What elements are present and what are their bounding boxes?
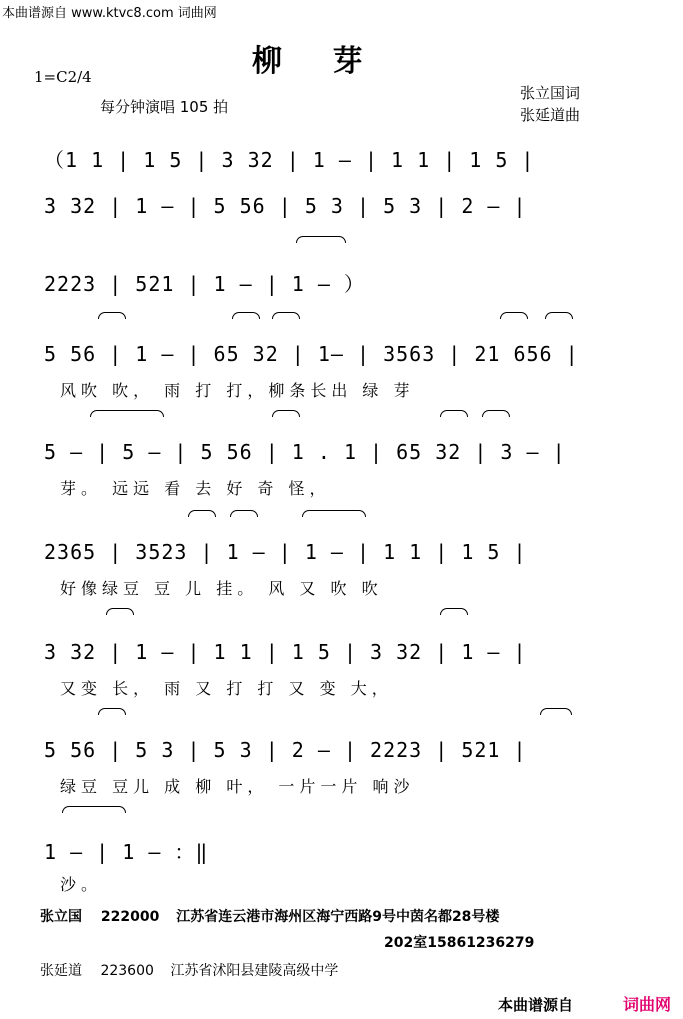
score-line-3-notes: 2223 | 521 | 1 — | 1 — ） — [44, 272, 365, 296]
score-line-5-lyrics: 芽。 远远 看 去 好 奇 怪， — [60, 479, 331, 498]
score-line-6-lyrics: 好像绿豆 豆 儿 挂。 风 又 吹 吹 — [60, 579, 383, 598]
slur — [272, 312, 300, 319]
slur — [440, 410, 468, 417]
slur — [302, 510, 366, 517]
score-line-7-lyrics: 又变 长， 雨 又 打 打 又 变 大， — [60, 679, 393, 698]
song-key: 1=C2/4 — [34, 68, 92, 86]
contact-1-address: 江苏省连云港市海州区海宁西路9号中茵名都28号楼 — [176, 909, 500, 925]
score-line-8-lyrics: 绿豆 豆儿 成 柳 叶， 一片一片 响沙 — [60, 777, 415, 796]
slur — [540, 708, 572, 715]
contact-1-address-2: 202室15861236279 — [384, 935, 535, 951]
slur — [188, 510, 216, 517]
slur — [440, 608, 468, 615]
slur — [482, 410, 510, 417]
contact-2-address: 江苏省沭阳县建陵高级中学 — [170, 963, 339, 979]
header-source: 本曲谱源自 www.ktvc8.com 词曲网 — [2, 6, 217, 21]
score-line-8-notes: 5 56 | 5 3 | 5 3 | 2 — | 2223 | 521 | — [44, 738, 527, 762]
slur — [232, 312, 260, 319]
score-line-9-notes: 1 — | 1 — ：‖ — [44, 840, 209, 864]
slur — [62, 806, 126, 813]
score-line-6-notes: 2365 | 3523 | 1 — | 1 — | 1 1 | 1 5 | — [44, 540, 527, 564]
contact-1-zip: 222000 — [100, 909, 160, 925]
song-title: 柳 芽 — [252, 44, 383, 79]
contact-2-zip: 223600 — [100, 963, 154, 979]
contact-2 — [40, 960, 338, 980]
slur — [230, 510, 258, 517]
contact-2-name: 张延道 — [40, 963, 82, 979]
score-line-7-notes: 3 32 | 1 — | 1 1 | 1 5 | 3 32 | 1 — | — [44, 640, 527, 664]
score-line-9-lyrics: 沙。 — [60, 875, 103, 894]
slur — [272, 410, 300, 417]
slur — [545, 312, 573, 319]
score-line-4-notes: 5 56 | 1 — | 65 32 | 1— | 3563 | 21 656 | — [44, 342, 579, 366]
score-line-2-notes: 3 32 | 1 — | 5 56 | 5 3 | 5 3 | 2 — | — [44, 194, 527, 218]
contact-1-name: 张立国 — [40, 909, 82, 925]
slur — [500, 312, 528, 319]
slur — [296, 236, 346, 243]
score-line-5-notes: 5 — | 5 — | 5 56 | 1 . 1 | 65 32 | 3 — | — [44, 440, 566, 464]
score-line-4-lyrics: 风吹 吹， 雨 打 打，柳条长出 绿 芽 — [60, 381, 415, 400]
composer: 张延道曲 — [520, 106, 581, 124]
lyricist: 张立国词 — [520, 84, 581, 102]
contact-1 — [40, 906, 499, 926]
slur — [98, 312, 126, 319]
site-logo[interactable]: 词曲网 — [622, 995, 671, 1014]
song-tempo: 每分钟演唱 105 拍 — [100, 98, 229, 116]
slur — [90, 410, 164, 417]
footer-source-label: 本曲谱源自 — [497, 996, 573, 1014]
slur — [98, 708, 126, 715]
score-line-1-notes: （1 1 | 1 5 | 3 32 | 1 — | 1 1 | 1 5 | — [44, 148, 535, 172]
slur — [106, 608, 134, 615]
